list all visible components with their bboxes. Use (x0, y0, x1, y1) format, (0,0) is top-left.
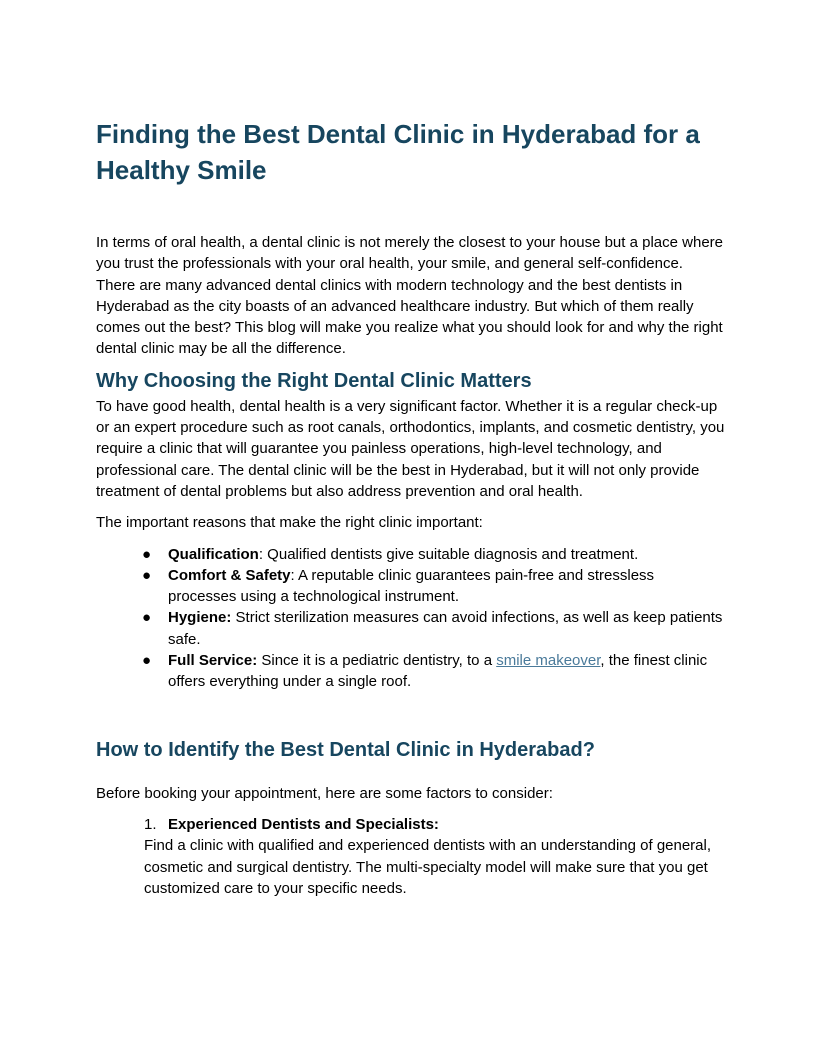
list-item-term: Full Service: (168, 652, 258, 670)
list-item-text: Find a clinic with qualified and experienced dentists with an understanding of general, cosmetic and surgical dentistry. The multi-specialty model will make sure that you get customized care to your specific needs. (144, 837, 712, 897)
list-item (142, 650, 726, 693)
page-title: Finding the Best Dental Clinic in Hyderabad for a Healthy Smile (96, 119, 700, 185)
smile-makeover-link[interactable]: smile makeover (496, 652, 601, 670)
document-page (96, 116, 726, 899)
list-item-text: : A reputable clinic guarantees pain-free and stressless processes using a technological instrument. (168, 566, 655, 606)
list-item-text: Strict sterilization measures can avoid infections, as well as keep patients safe. (168, 609, 723, 648)
list-item-number: 1. (144, 815, 157, 833)
section-heading-why: Why Choosing the Right Dental Clinic Matters (96, 369, 532, 392)
list-item (144, 814, 726, 899)
list-item-term: Hygiene: (168, 609, 232, 627)
bullet-icon: ● (142, 566, 152, 584)
list-item-title: Experienced Dentists and Specialists: (168, 815, 439, 833)
bullet-icon: ● (142, 545, 152, 563)
section-heading-how: How to Identify the Best Dental Clinic in Hyderabad? (96, 738, 595, 761)
list-item-text: : Qualified dentists give suitable diagnosis and treatment. (258, 545, 639, 563)
list-item (142, 607, 726, 650)
list-item-term: Comfort & Safety (168, 566, 291, 584)
why-lead-paragraph: The important reasons that make the right clinic important: (96, 514, 483, 532)
bullet-icon: ● (142, 609, 152, 627)
list-item (142, 565, 726, 608)
list-item-term: Qualification (168, 545, 259, 563)
factors-list (96, 814, 726, 899)
why-paragraph: To have good health, dental health is a very significant factor. Whether it is a regular check-up or an expert procedure such as root canals, orthodontics, implants, and cosmetic dentistry, you require a clinic that will guarantee you painless operations, high-level technology, and professional care. The dental clinic will be the best in Hyderabad, but it will not only provide treatment of dental problems but also address prevention and oral health. (96, 397, 725, 500)
reasons-list (96, 544, 726, 693)
how-lead-paragraph: Before booking your appointment, here are some factors to consider: (96, 784, 553, 802)
list-item-text: Since it is a pediatric dentistry, to a (257, 652, 497, 670)
list-item-text: , the finest clinic offers everything under a single roof. (168, 652, 708, 691)
bullet-icon: ● (142, 652, 152, 670)
list-item (142, 544, 726, 565)
intro-paragraph: In terms of oral health, a dental clinic is not merely the closest to your house but a place where you trust the professionals with your oral health, your smile, and general self-confidence. There are many advanced dental clinics with modern technology and the best dentists in Hyderabad as the city boasts of an advanced healthcare industry. But which of them really comes out the best? This blog will make you realize what you should look for and why the right dental clinic may be all the difference. (96, 234, 723, 358)
